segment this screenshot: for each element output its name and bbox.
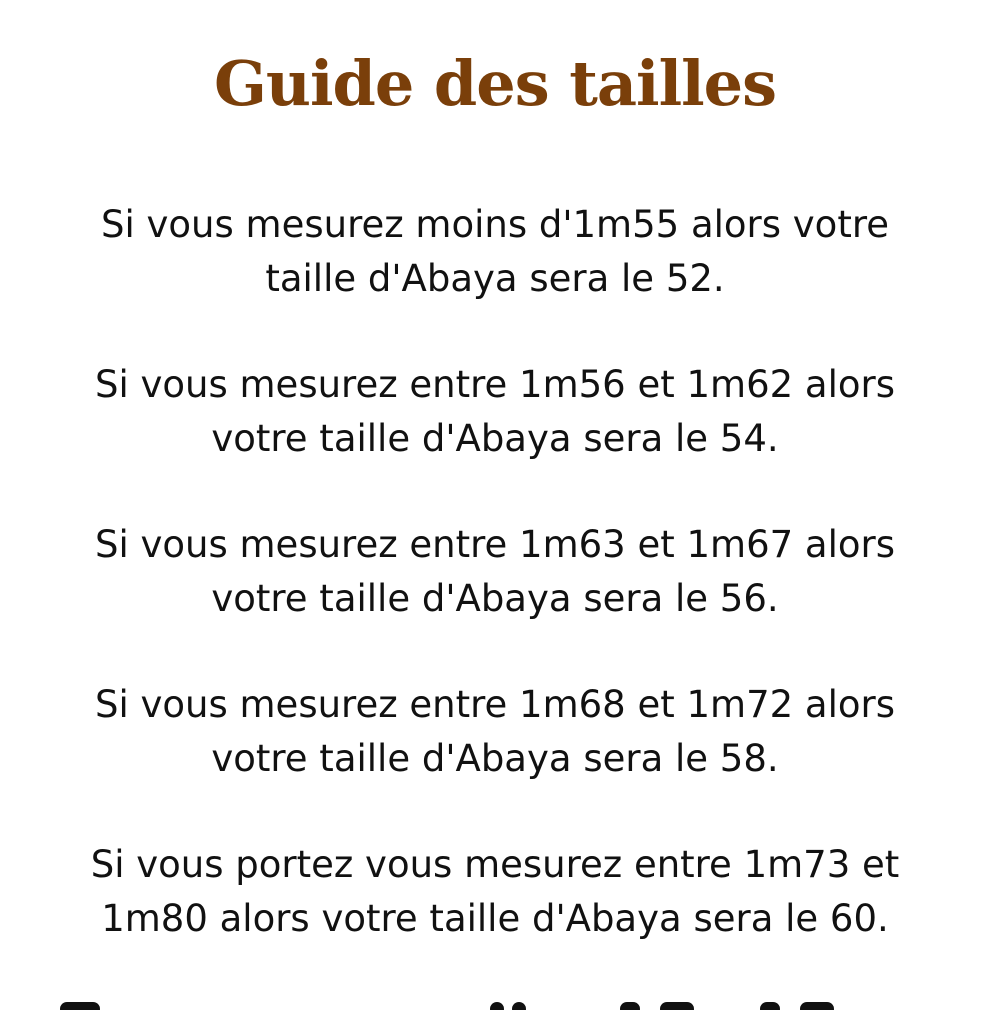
size-rule-line: votre taille d'Abaya sera le 56. [211, 577, 779, 620]
cut-off-glyph [490, 1002, 504, 1010]
size-rule-54 [0, 358, 990, 466]
size-rule-line: votre taille d'Abaya sera le 58. [211, 737, 779, 780]
size-rule-line: Si vous mesurez entre 1m56 et 1m62 alors [94, 363, 896, 406]
cut-off-glyph [60, 1002, 100, 1010]
cut-off-glyph [512, 1002, 526, 1010]
size-rule-line: votre taille d'Abaya sera le 54. [211, 417, 779, 460]
size-rule-line: Si vous mesurez entre 1m68 et 1m72 alors [94, 683, 896, 726]
cut-off-glyph [800, 1002, 834, 1010]
size-rule-56 [0, 518, 990, 626]
size-rule-line: Si vous portez vous mesurez entre 1m73 et [90, 843, 900, 886]
size-rule-line: Si vous mesurez moins d'1m55 alors votre [100, 203, 889, 246]
size-rule-line: 1m80 alors votre taille d'Abaya sera le 60. [101, 897, 889, 940]
size-rule-58 [0, 678, 990, 786]
page-title: Guide des tailles [213, 47, 777, 120]
size-rule-line: Si vous mesurez entre 1m63 et 1m67 alors [94, 523, 896, 566]
cut-off-glyph [760, 1002, 780, 1010]
size-rule-line: taille d'Abaya sera le 52. [265, 257, 725, 300]
cut-off-glyph [660, 1002, 694, 1010]
size-rule-60 [0, 838, 990, 946]
cut-off-glyph [620, 1002, 640, 1010]
size-rule-52 [0, 198, 990, 306]
cut-off-text-line [60, 996, 930, 1010]
